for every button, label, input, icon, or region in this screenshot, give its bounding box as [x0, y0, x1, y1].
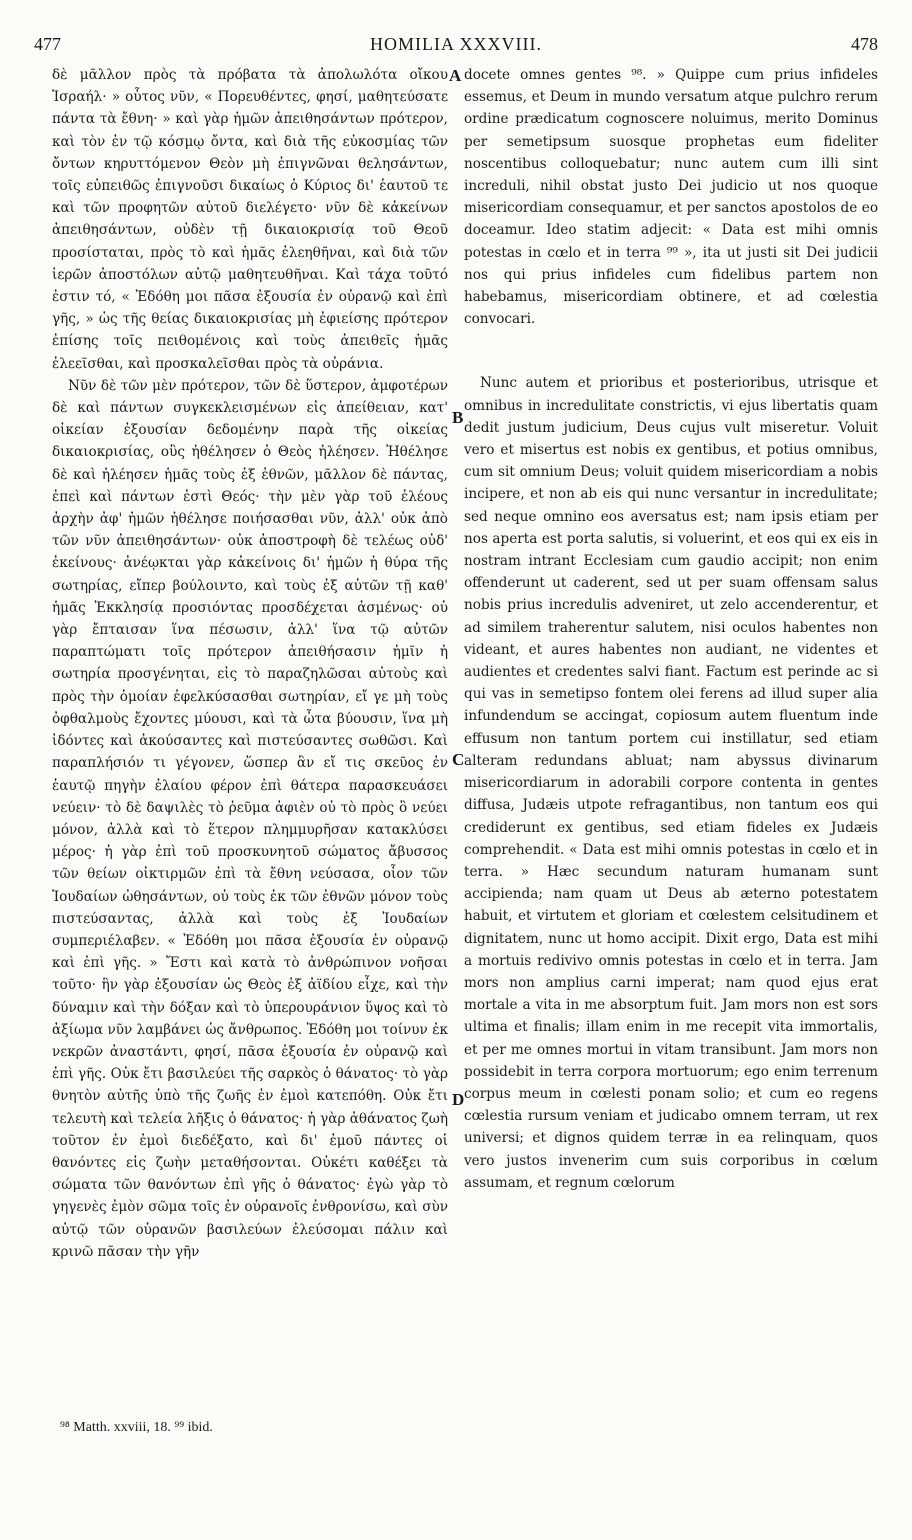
margin-letter-a: A — [449, 66, 462, 85]
greek-column — [52, 64, 448, 1263]
latin-paragraph: Nunc autem et prioribus et posterioribus, utrisque et omnibus in incredulitate constrictis, vi ejus libertatis quam dedit justum judicium, Deus cujus vult miseretur. Voluit vero et misertus est nobis ex gentibus, et potius omnibus, cum sit omnium Deus; voluit quidem misericordiam a nobis incipere, et non ab eis qui nunc versantur in incredulitate; sed neque omnino eos aversatus est; nam ipsis etiam per nos aperta est porta salutis, si voluerint, et eos qui ex eis in nostram intrant Ecclesiam cum gaudio accipit; non enim offenderunt ut caderent, sed ut per suam offensam salus nobis prius incredulis adveniret, ut zelo accenderentur, et ad similem traherentur salutem, nisi oculos habentes non videant, et aures habentes non audiant, ne videntes et audientes et credentes salvi fiant. Factum est perinde ac si qui vas in semetipso fontem olei ferens ad illud super alia infundendum se accingat, copiosum autem fluentum inde effusum non tantum portem cui instillatur, sed etiam alteram redundans abluat; nam abyssus divinarum misericordiarum in adorabili corpore contenta in gentes diffusa, Judæis utpote refragantibus, non tantum eos qui crediderunt ex gentibus, sed etiam fideles ex Judæis comprehendit. « Data est mihi omnis potestas in cœlo et in terra. » Hæc secundum naturam humanam sunt accipienda; nam quam ut Deus ab æterno potestatem habuit, et virtutem et gloriam et cœlestem celsitudinem et dignitatem, nunc ut homo accipit. Dixit ergo, Data est mihi a mortuis redivivo omnis potestas in cœlo et in terra. Jam mors non amplius carni imperat; nam quod ejus erat mortale a vita in me absorptum fuit. Jam mors non est sors ultima et finalis; illam enim in me recepit vita immortalis, et per me omnes mortui in vitam transibunt. Jam mors non possidebit in terra corpora mortuorum; ego enim terrenum corpus meum in cœlesti ponam solio; et cum eo regens cœlestia rursum veniam et judicabo omnem terram, ut rex universi; et dignos quidem terræ in ea relinquam, quos vero justos invenerim cum suis corporibus in cœlum assumam, et regnum cœlorum — [464, 375, 878, 1191]
running-title: HOMILIA XXXVIII. — [370, 34, 542, 54]
margin-letter-b: B — [452, 408, 464, 427]
page-number-right: 478 — [851, 34, 878, 54]
greek-paragraph: Νῦν δὲ τῶν μὲν πρότερον, τῶν δὲ ὕστερον, ἀμφοτέρων δὲ καὶ πάντων συγκεκλεισμένων εἰς ἀπείθειαν, κατ' οἰκείαν ἐξουσίαν δεδομένην παρὰ τῆς οἰκείας δικαιοκρισίας, οὓς ἠθέλησεν ὁ Θεὸς ἠλέησεν. Ἠθέλησε δὲ καὶ ἠλέησεν ἡμᾶς τοὺς ἐξ ἐθνῶν, μᾶλλον δὲ πάντας, ἐπεὶ καὶ πάντων ἐστὶ Θεός· τὴν μὲν γὰρ τοῦ ἐλέους ἀρχὴν ἀφ' ἡμῶν ἠθέλησε ποιήσασθαι νῦν, ἀλλ' οὐκ ἀπὸ τῶν νῦν ἀπειθησάντων· οὐκ ἀποστροφὴ δὲ τελέως οὐδ' ἐκείνους· ἀνέῳκται γὰρ κἀκείνοις δι' ἡμῶν ἡ θύρα τῆς σωτηρίας, εἴπερ βούλοιντο, καὶ τοὺς ἐξ αὐτῶν τῇ καθ' ἡμᾶς Ἐκκλησίᾳ προσιόντας προσδέχεται ἀσμένως· οὐ γὰρ ἔπταισαν ἵνα πέσωσιν, ἀλλ' ἵνα τῷ αὐτῶν παραπτώματι τοῖς πρότερον ἀπειθήσασιν ἡμῖν ἡ σωτηρία προσγένηται, εἰς τὸ παραζηλῶσαι αὐτοὺς καὶ πρὸς τὴν ὁμοίαν ἐφελκύσασθαι σωτηρίαν, εἴ γε μὴ τοὺς ὀφθαλμοὺς ἔχοντες μύουσι, καὶ τὰ ὦτα βύουσιν, ἵνα μὴ ἰδόντες καὶ ἀκούσαντες καὶ πιστεύσαντες σωθῶσι. Καὶ παραπλήσιόν τι γέγονεν, ὥσπερ ἂν εἴ τις σκεῦος ἐν ἑαυτῷ πηγὴν ἐλαίου φέρον ἐπὶ θάτερα παρασκευάσει νεύειν· τὸ δὲ δαψιλὲς τὸ ῥεῦμα ἀφιὲν οὐ τὸ πρὸς ὃ νεύει μόνον, ἀλλὰ καὶ τὸ ἕτερον πλημμυρῆσαν κατακλύσει μέρος· ἡ γὰρ ἐπὶ τοῦ προσκυνητοῦ σώματος ἄβυσσος τῶν θείων οἰκτιρμῶν ἐπὶ τὰ ἔθνη νεύσασα, οἷον τῶν Ἰουδαίων ὠθησάντων, οὐ τοὺς ἐκ τῶν ἐθνῶν μόνον τοὺς πιστεύσαντας, ἀλλὰ καὶ τοὺς ἐξ Ἰουδαίων συμπεριέλαβεν. « Ἐδόθη μοι πᾶσα ἐξουσία ἐν οὐρανῷ καὶ ἐπὶ γῆς. » Ἔστι καὶ κατὰ τὸ ἀνθρώπινον νοῆσαι τοῦτο· ἣν γὰρ ἐξουσίαν ὡς Θεὸς ἐξ ἀϊδίου εἶχε, καὶ τὴν δύναμιν καὶ τὴν δόξαν καὶ τὸ ὑπερουράνιον ὕψος καὶ τὸ ἀξίωμα νῦν λαμβάνει ὡς ἄνθρωπος. Ἐδόθη μοι τοίνυν ἐκ νεκρῶν ἀναστάντι, φησί, πᾶσα ἐξουσία ἐν οὐρανῷ καὶ ἐπὶ γῆς. Οὐκ ἔτι βασιλεύει τῆς σαρκὸς ὁ θάνατος· τὸ γὰρ θνητὸν αὐτῆς ὑπὸ τῆς ζωῆς ἐν ἐμοὶ κατεπόθη. Οὐκ ἔτι τελευτὴ καὶ τελεία λῆξις ὁ θάνατος· ἡ γὰρ ἀθάνατος ζωὴ τοῦτον ἐν ἐμοὶ διεδέξατο, καὶ δι' ἐμοῦ πάντες οἱ θανόντες εἰς ζωὴν μεταθήσονται. Οὐκέτι καθέξει τὰ σώματα τῶν θανόντων ἐπὶ γῆς ὁ θάνατος· ἐγὼ γὰρ τὸ γηγενὲς ἐμὸν σῶμα τοῖς ἐν οὐρανοῖς ἐνθρονίσω, καὶ σὺν αὐτῷ τῶν οὐρανῶν βασιλεύων ἐλεύσομαι πάλιν καὶ κρινῶ πᾶσαν τὴν γῆν — [52, 377, 448, 1260]
greek-paragraph: δὲ μᾶλλον πρὸς τὰ πρόβατα τὰ ἀπολωλότα οἴκου Ἰσραήλ· » οὗτος νῦν, « Πορευθέντες, φησί, μαθητεύσατε πάντα τὰ ἔθνη· » καὶ γὰρ ἡμῶν ἀπειθησάντων πρότερον, καὶ τὸν ἐν τῷ κόσμῳ ὄντα, καὶ διὰ τῆς εὐκοσμίας τῶν ὄντων κηρυττόμενον Θεὸν μὴ ἐπιγνῶναι θελησάντων, τοῖς εὐπειθῶς ἐπιγνοῦσι δικαίως ὁ Κύριος δι' ἑαυτοῦ τε καὶ τῶν προφητῶν αὐτοῦ διελέγετο· νῦν δὲ κἀκείνων ἀπειθησάντων, οὐδὲν τῇ δικαιοκρισίᾳ τοῦ Θεοῦ προσίσταται, πρὸς τὸ καὶ ἡμᾶς ἐλεηθῆναι, καὶ διὰ τῶν ἱερῶν ἀποστόλων αὐτῷ μαθητευθῆναι. Καὶ τάχα τοῦτό ἐστιν τό, « Ἐδόθη μοι πᾶσα ἐξουσία ἐν οὐρανῷ καὶ ἐπὶ γῆς, » ὡς τῆς θείας δικαιοκρισίας μὴ ἐφιείσης πρότερον ἐπίσης τοῖς πειθομένοις καὶ τοὺς ἀπειθεῖς ἡμᾶς ἐλεεῖσθαι, καὶ προσκαλεῖσθαι πρὸς τὰ οὐράνια. — [52, 67, 448, 372]
margin-letter-d: D — [452, 1090, 465, 1109]
page-number-left: 477 — [34, 34, 61, 54]
latin-paragraph: docete omnes gentes ⁹⁸. » Quippe cum prius infideles essemus, et Deum in mundo versatum atque pulchro rerum ordine prædicatum cognoscere noluimus, merito Dominus per semetipsum suosque prophetas eum fideliter noscentibus colloquebatur; nunc autem cum illi sint increduli, nihil obstat justo Dei judicio ut nos quoque misericordiam consequamur, et per sanctos apostolos de eo doceamur. Ideo statim adjecit: « Data est mihi omnis potestas in cœlo et in terra ⁹⁹ », ita ut justi sit Dei judicii nos qui prius infideles cum fidelibus partem non habebamus, misericordiam obtinere, et ad cœlestia convocari. — [464, 67, 878, 328]
margin-letter-c: C — [452, 750, 465, 769]
page-header — [34, 34, 878, 58]
latin-column — [464, 64, 878, 1194]
footnote: ⁹⁸ Matth. xxviii, 18. ⁹⁹ ibid. — [60, 1420, 213, 1435]
